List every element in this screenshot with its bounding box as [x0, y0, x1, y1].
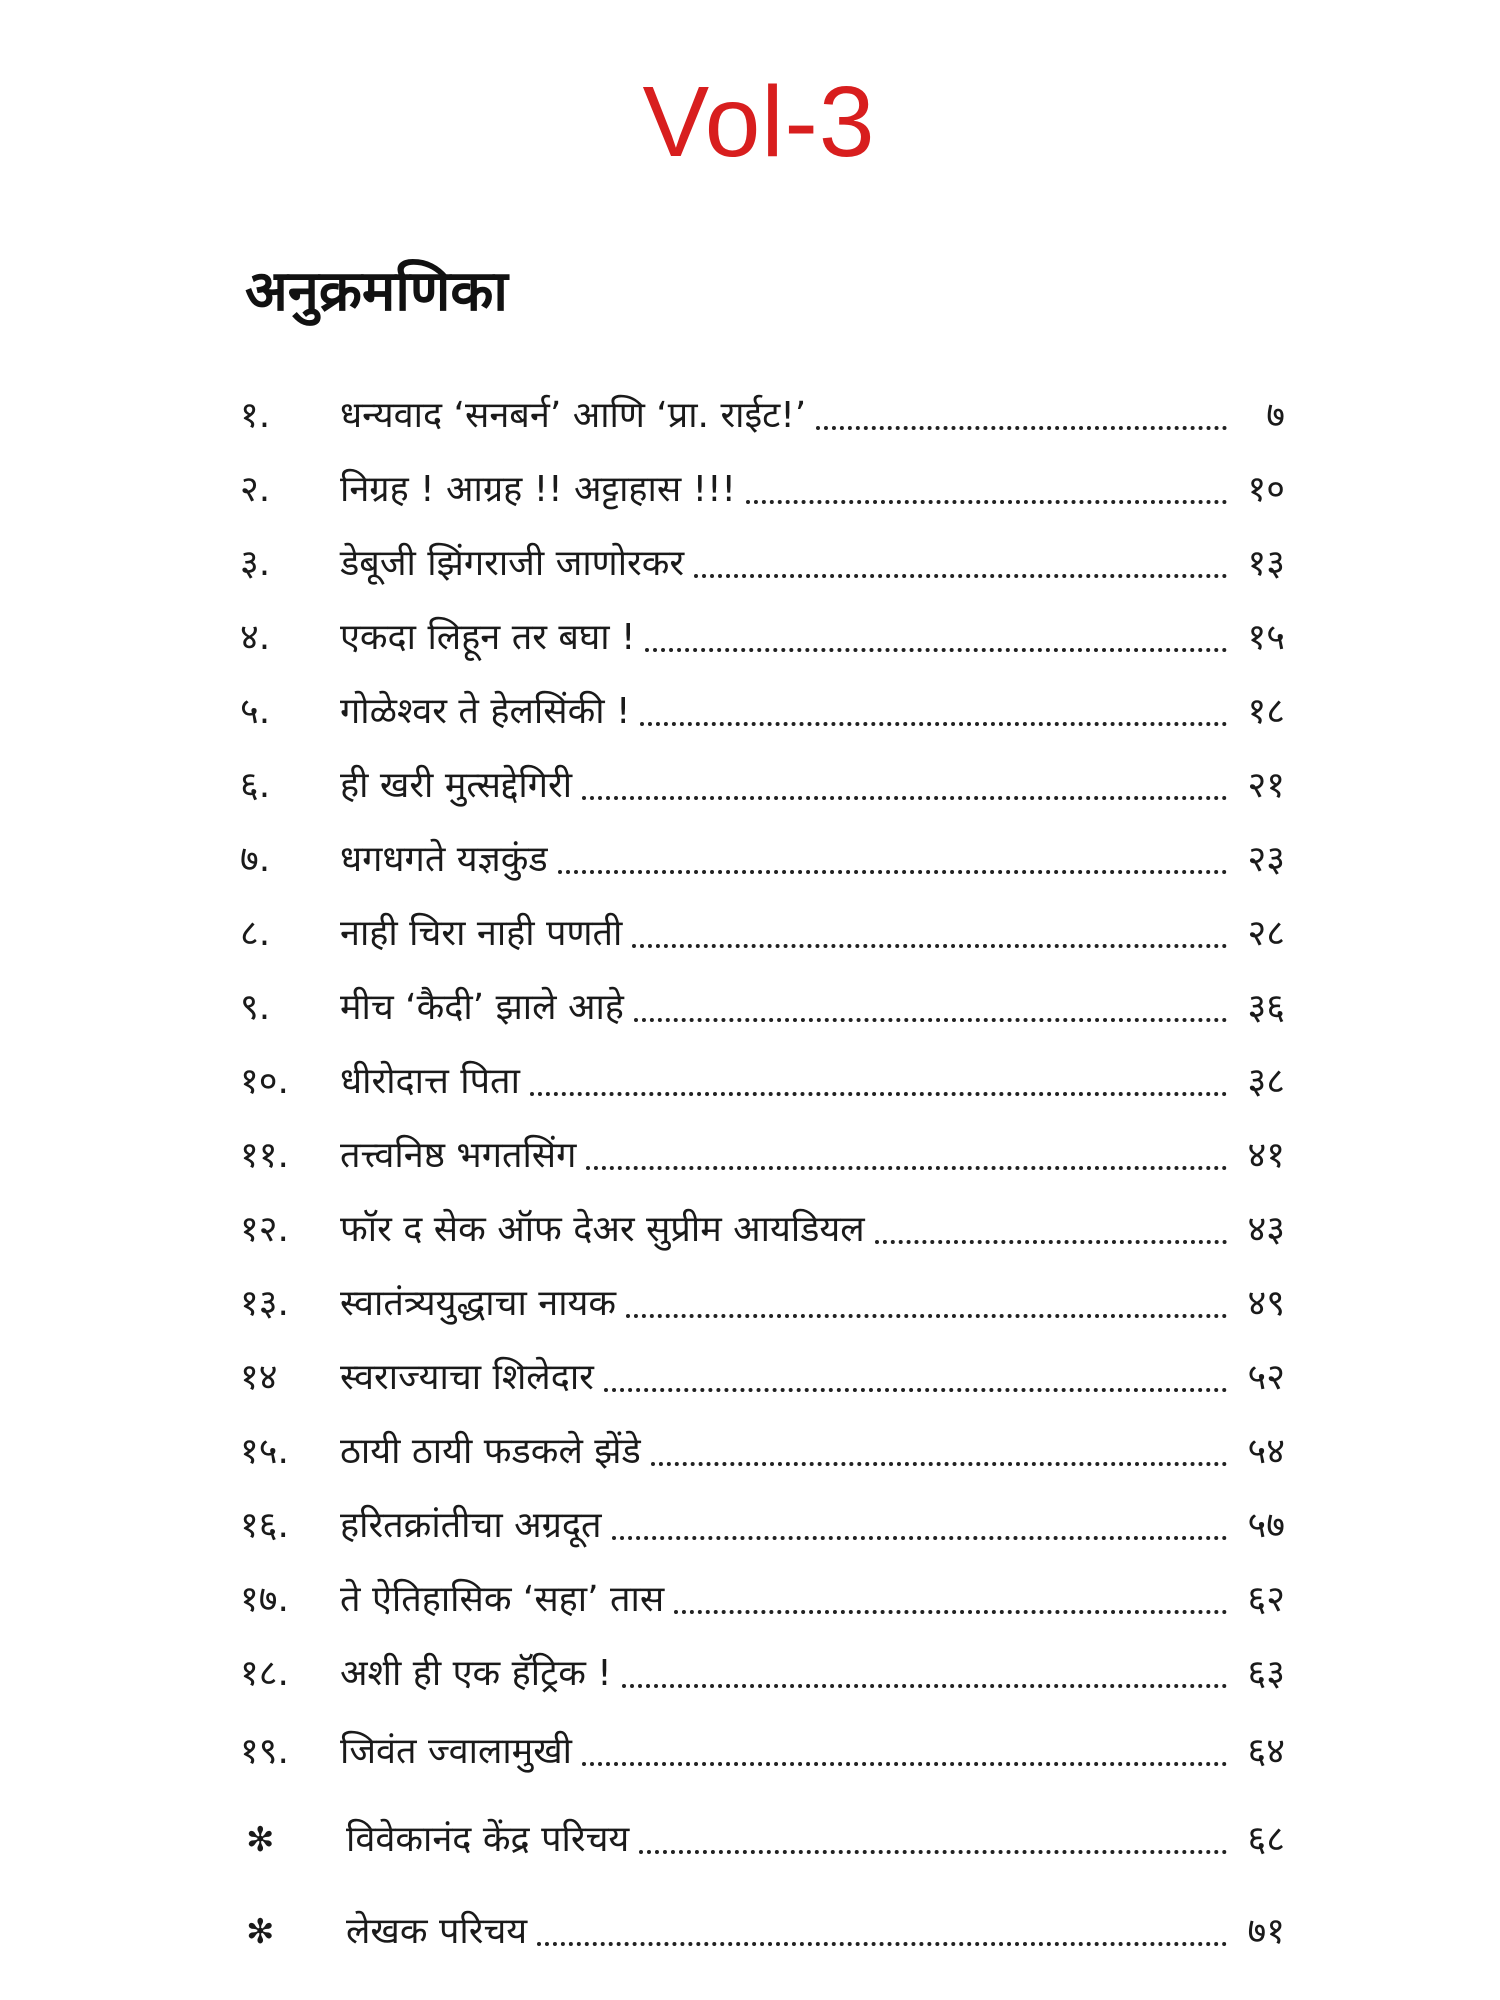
entry-number: १७. — [240, 1579, 289, 1620]
entry-page-number: ५२ — [1247, 1357, 1285, 1398]
toc-entry — [240, 906, 1285, 962]
entry-number: १. — [240, 395, 271, 436]
asterisk-bullet: ✻ — [246, 1912, 275, 1952]
toc-entry — [240, 1646, 1285, 1702]
entry-page-number: ३८ — [1247, 1061, 1285, 1102]
dot-leader — [626, 1314, 1227, 1318]
toc-entry — [240, 462, 1285, 518]
dot-leader — [632, 944, 1227, 948]
dot-leader — [582, 796, 1227, 800]
entry-page-number: २८ — [1247, 913, 1285, 954]
toc-entry — [240, 1424, 1285, 1480]
dot-leader — [816, 426, 1227, 430]
entry-title: गोळेश्वर ते हेलसिंकी ! — [340, 691, 631, 732]
dot-leader — [530, 1092, 1227, 1096]
entry-page-number: ७१ — [1247, 1911, 1285, 1952]
entry-number: १६. — [240, 1505, 289, 1546]
entry-page-number: १० — [1247, 469, 1285, 510]
toc-entry — [240, 536, 1285, 592]
entry-number: १९. — [240, 1731, 289, 1772]
entry-title: नाही चिरा नाही पणती — [340, 913, 623, 954]
entry-page-number: १८ — [1247, 691, 1285, 732]
dot-leader — [875, 1240, 1227, 1244]
entry-number: ४. — [240, 617, 271, 658]
entry-number: ११. — [240, 1135, 289, 1176]
dot-leader — [612, 1536, 1227, 1540]
dot-leader — [622, 1684, 1227, 1688]
entry-page-number: २३ — [1247, 839, 1285, 880]
toc-entry — [240, 1128, 1285, 1184]
entry-title: एकदा लिहून तर बघा ! — [340, 617, 636, 658]
entry-page-number: ५७ — [1247, 1505, 1285, 1546]
dot-leader — [558, 870, 1227, 874]
toc-entry — [240, 1572, 1285, 1628]
dot-leader — [582, 1762, 1227, 1766]
entry-number: ५. — [240, 691, 271, 732]
volume-title: Vol-3 — [642, 66, 876, 178]
dot-leader — [586, 1166, 1227, 1170]
entry-number: ३. — [240, 543, 271, 584]
toc-heading: अनुक्रमणिका — [245, 259, 508, 324]
entry-title: धगधगते यज्ञकुंड — [340, 839, 548, 880]
toc-entry — [240, 610, 1285, 666]
entry-page-number: २१ — [1247, 765, 1285, 806]
dot-leader — [746, 500, 1227, 504]
dot-leader — [694, 574, 1227, 578]
entry-title: लेखक परिचय — [346, 1911, 528, 1952]
toc-entry — [240, 1054, 1285, 1110]
toc-entry — [240, 1350, 1285, 1406]
entry-number: १८. — [240, 1653, 289, 1694]
entry-page-number: ४९ — [1247, 1283, 1285, 1324]
toc-entry — [240, 388, 1285, 444]
toc-entry — [240, 832, 1285, 888]
entry-number: २. — [240, 469, 271, 510]
dot-leader — [634, 1018, 1227, 1022]
entry-title: डेबूजी झिंगराजी जाणोरकर — [340, 543, 685, 584]
dot-leader — [640, 722, 1227, 726]
dot-leader — [537, 1942, 1227, 1946]
entry-number: १३. — [240, 1283, 289, 1324]
entry-title: विवेकानंद केंद्र परिचय — [346, 1819, 630, 1860]
entry-page-number: ६३ — [1247, 1653, 1285, 1694]
entry-page-number: ४३ — [1247, 1209, 1285, 1250]
dot-leader — [604, 1388, 1227, 1392]
entry-title: अशी ही एक हॅट्रिक ! — [340, 1653, 612, 1694]
entry-number: ७. — [240, 839, 271, 880]
toc-entry — [240, 1498, 1285, 1554]
entry-page-number: ७ — [1266, 395, 1285, 436]
entry-title: धीरोदात्त पिता — [340, 1061, 520, 1102]
dot-leader — [674, 1610, 1227, 1614]
toc-entry — [240, 1202, 1285, 1258]
toc-entry — [240, 684, 1285, 740]
entry-title: निग्रह ! आग्रह !! अट्टाहास !!! — [340, 469, 736, 510]
entry-number: ८. — [240, 913, 271, 954]
entry-page-number: ६२ — [1247, 1579, 1285, 1620]
dot-leader — [651, 1462, 1227, 1466]
entry-title: मीच ‘कैदी’ झाले आहे — [340, 987, 624, 1028]
toc-entry — [240, 980, 1285, 1036]
toc-entry — [240, 1812, 1285, 1868]
entry-number: ९. — [240, 987, 271, 1028]
toc-entry — [240, 758, 1285, 814]
entry-page-number: १३ — [1247, 543, 1285, 584]
entry-title: स्वराज्याचा शिलेदार — [340, 1357, 594, 1398]
dot-leader — [639, 1850, 1227, 1854]
entry-title: ही खरी मुत्सद्देगिरी — [340, 765, 573, 806]
entry-title: तत्त्वनिष्ठ भगतसिंग — [340, 1135, 577, 1176]
asterisk-bullet: ✻ — [246, 1820, 275, 1860]
entry-title: हरितक्रांतीचा अग्रदूत — [340, 1505, 602, 1546]
entry-title: ते ऐतिहासिक ‘सहा’ तास — [340, 1579, 665, 1620]
entry-number: १४ — [240, 1357, 278, 1398]
toc-entry — [240, 1724, 1285, 1780]
entry-page-number: ६८ — [1247, 1819, 1285, 1860]
entry-title: जिवंत ज्वालामुखी — [340, 1731, 572, 1772]
entry-title: धन्यवाद ‘सनबर्न’ आणि ‘प्रा. राईट!’ — [340, 395, 807, 436]
entry-title: ठायी ठायी फडकले झेंडे — [340, 1431, 641, 1472]
entry-title: फॉर द सेक ऑफ देअर सुप्रीम आयडियल — [340, 1209, 865, 1250]
entry-number: १०. — [240, 1061, 289, 1102]
entry-page-number: ६४ — [1247, 1731, 1285, 1772]
entry-number: १५. — [240, 1431, 289, 1472]
entry-page-number: ३६ — [1247, 987, 1285, 1028]
entry-page-number: १५ — [1247, 617, 1285, 658]
entry-page-number: ५४ — [1247, 1431, 1285, 1472]
entry-number: ६. — [240, 765, 271, 806]
toc-entry — [240, 1904, 1285, 1960]
entry-number: १२. — [240, 1209, 289, 1250]
dot-leader — [645, 648, 1227, 652]
entry-page-number: ४१ — [1247, 1135, 1285, 1176]
toc-entry — [240, 1276, 1285, 1332]
entry-title: स्वातंत्र्ययुद्धाचा नायक — [340, 1283, 617, 1324]
